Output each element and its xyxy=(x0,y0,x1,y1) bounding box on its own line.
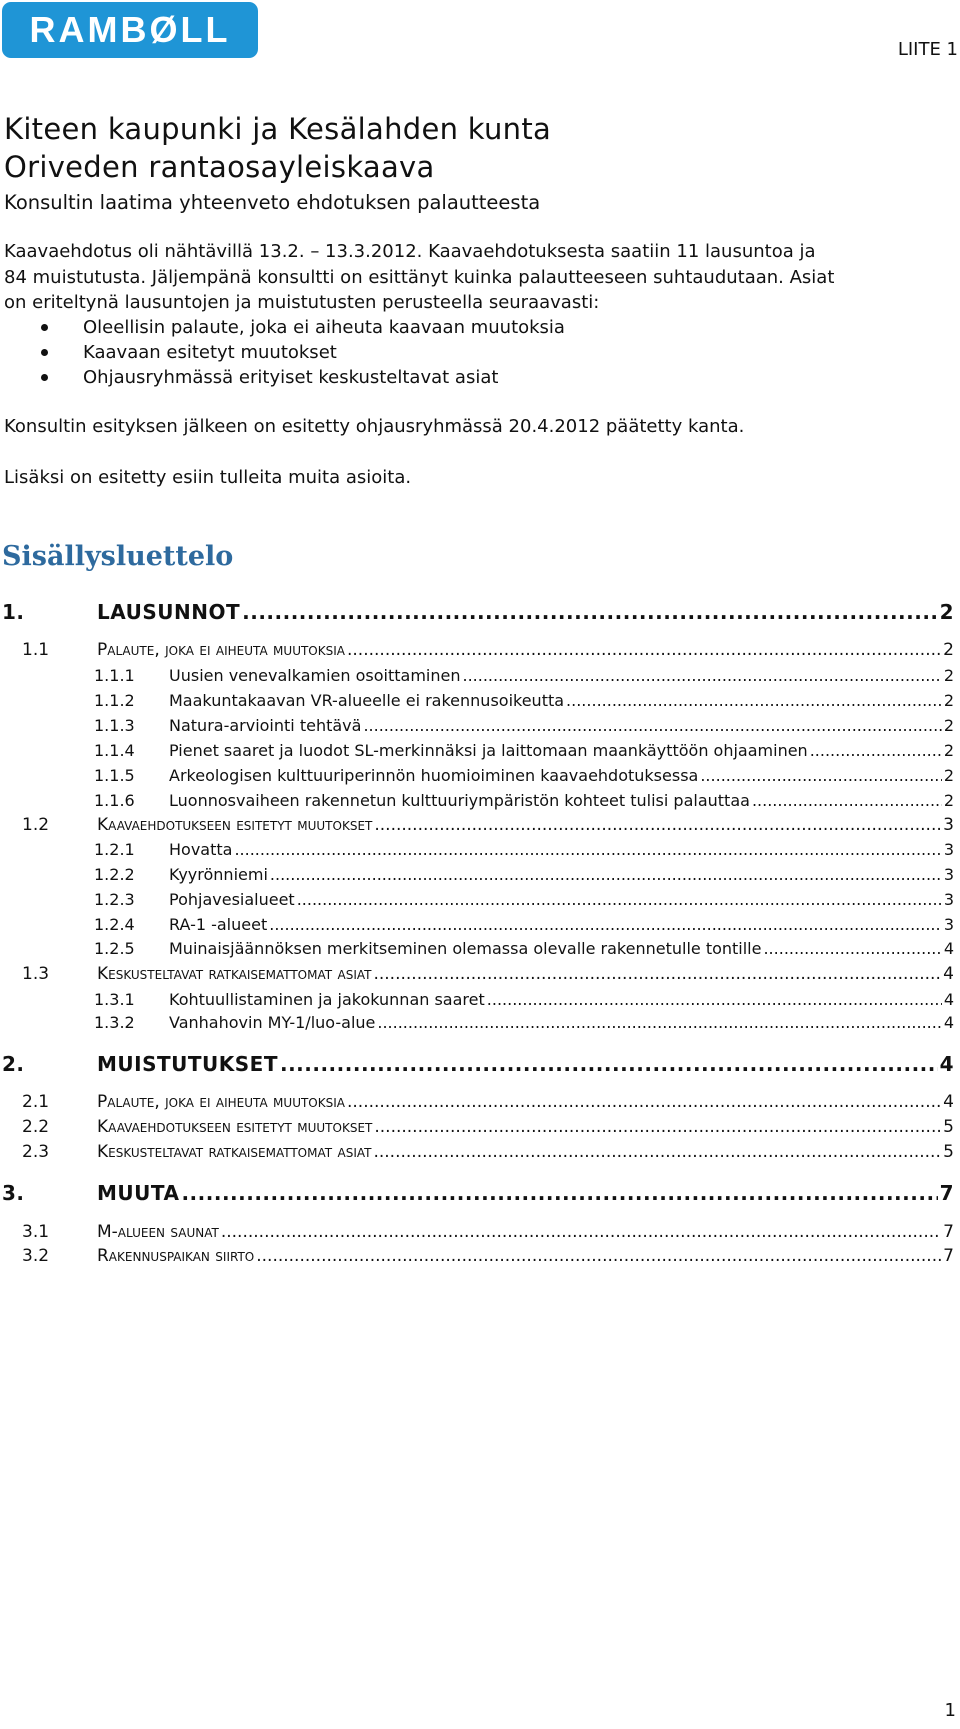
toc-leader-dots xyxy=(810,741,942,760)
toc-entry-page: 3 xyxy=(943,840,954,859)
toc-entry[interactable] xyxy=(94,890,954,909)
toc-entry-title: Kohtuullistaminen ja jakokunnan saaret xyxy=(169,990,485,1009)
toc-entry-page: 7 xyxy=(943,1222,954,1242)
toc-entry[interactable] xyxy=(94,716,954,735)
toc-entry-number: 1.2 xyxy=(22,815,50,835)
toc-entry-number: 1.1 xyxy=(22,640,50,660)
toc-entry-number: 1.1.1 xyxy=(94,666,135,685)
intro-paragraph-2: Konsultin esityksen jälkeen on esitetty ohjausryhmässä 20.4.2012 päätetty kanta. xyxy=(4,416,745,437)
toc-leader-dots xyxy=(487,990,942,1009)
toc-entry-page: 5 xyxy=(943,1117,954,1137)
toc-leader-dots xyxy=(280,1052,938,1076)
toc-entry[interactable] xyxy=(94,840,954,859)
intro-line-1: Kaavaehdotus oli nähtävillä 13.2. – 13.3.2012. Kaavaehdotuksesta saatiin 11 lausuntoa ja xyxy=(4,241,816,262)
toc-entry-page: 4 xyxy=(943,939,954,958)
toc-leader-dots xyxy=(242,600,937,624)
toc-leader-dots xyxy=(374,1117,941,1137)
bullet-item xyxy=(0,365,565,390)
toc-entry-title: Palaute, joka ei aiheuta muutoksia xyxy=(97,1092,345,1112)
intro-line-3: on eriteltynä lausuntojen ja muistutusten perusteella seuraavasti: xyxy=(4,292,600,313)
intro-paragraph-3: Lisäksi on esitetty esiin tulleita muita asioita. xyxy=(4,467,412,488)
toc-entry-title: Kaavaehdotukseen esitetyt muutokset xyxy=(97,815,373,835)
toc-entry-title: Kyyrönniemi xyxy=(169,865,268,884)
toc-entry-number: 1.3.1 xyxy=(94,990,135,1009)
toc-entry-title: RA-1 -alueet xyxy=(169,915,268,934)
toc-entry-title: MUISTUTUKSET xyxy=(97,1052,278,1076)
toc-entry-number: 1.2.1 xyxy=(94,840,135,859)
toc-entry[interactable] xyxy=(94,766,954,785)
toc-entry-number: 1.2.2 xyxy=(94,865,135,884)
toc-leader-dots xyxy=(462,666,941,685)
toc-entry[interactable] xyxy=(22,815,954,835)
toc-leader-dots xyxy=(347,640,941,660)
toc-entry-number: 2. xyxy=(2,1052,25,1076)
toc-entry-title: Maakuntakaavan VR-alueelle ei rakennusoikeutta xyxy=(169,691,565,710)
ramboll-logo xyxy=(2,2,258,58)
title-line-2: Oriveden rantaosayleiskaava xyxy=(4,150,435,184)
toc-entry-title: Arkeologisen kulttuuriperinnön huomioiminen kaavaehdotuksessa xyxy=(169,766,699,785)
intro-line-2: 84 muistutusta. Jäljempänä konsultti on esittänyt kuinka palautteeseen suhtaudutaan. Asiat xyxy=(4,267,835,288)
toc-entry-number: 1.2.4 xyxy=(94,915,135,934)
toc-entry-title: M-alueen saunat xyxy=(97,1222,219,1242)
toc-entry[interactable] xyxy=(22,1117,954,1137)
toc-entry-page: 2 xyxy=(943,640,954,660)
toc-leader-dots xyxy=(373,1142,941,1162)
bullet-dot-icon xyxy=(41,324,48,331)
toc-entry[interactable] xyxy=(94,691,954,710)
toc-entry[interactable] xyxy=(94,741,954,760)
toc-entry[interactable] xyxy=(94,990,954,1009)
toc-entry[interactable] xyxy=(22,640,954,660)
attachment-label: LIITE 1 xyxy=(897,39,958,60)
toc-leader-dots xyxy=(221,1222,941,1242)
toc-entry-number: 2.3 xyxy=(22,1142,50,1162)
toc-entry-title: Natura-arviointi tehtävä xyxy=(169,716,362,735)
bullet-list xyxy=(0,315,565,390)
toc-entry-page: 4 xyxy=(943,1013,954,1032)
toc-entry-number: 2.1 xyxy=(22,1092,50,1112)
bullet-dot-icon xyxy=(41,349,48,356)
toc-entry[interactable] xyxy=(2,1181,954,1205)
toc-entry-page: 2 xyxy=(943,791,954,810)
toc-entry[interactable] xyxy=(94,865,954,884)
toc-entry-page: 2 xyxy=(943,766,954,785)
toc-entry-number: 1.2.3 xyxy=(94,890,135,909)
toc-entry[interactable] xyxy=(94,939,954,958)
toc-entry-number: 2.2 xyxy=(22,1117,50,1137)
toc-entry-number: 3. xyxy=(2,1181,25,1205)
toc-leader-dots xyxy=(373,964,941,984)
toc-entry-title: Hovatta xyxy=(169,840,233,859)
toc-entry-title: Vanhahovin MY-1/luo-alue xyxy=(169,1013,376,1032)
toc-entry-page: 7 xyxy=(943,1246,954,1266)
toc-entry-title: MUUTA xyxy=(97,1181,180,1205)
toc-entry-number: 3.2 xyxy=(22,1246,50,1266)
bullet-dot-icon xyxy=(41,374,48,381)
toc-entry-page: 2 xyxy=(943,741,954,760)
title-line-1: Kiteen kaupunki ja Kesälahden kunta xyxy=(4,112,552,146)
toc-leader-dots xyxy=(763,939,941,958)
toc-entry-title: LAUSUNNOT xyxy=(97,600,241,624)
toc-leader-dots xyxy=(363,716,941,735)
toc-entry[interactable] xyxy=(22,1246,954,1266)
toc-leader-dots xyxy=(181,1181,937,1205)
toc-entry-title: Kaavaehdotukseen esitetyt muutokset xyxy=(97,1117,373,1137)
toc-entry-number: 1.2.5 xyxy=(94,939,135,958)
bullet-text: Ohjausryhmässä erityiset keskusteltavat asiat xyxy=(83,367,499,388)
toc-entry[interactable] xyxy=(22,1092,954,1112)
toc-entry-number: 1.1.5 xyxy=(94,766,135,785)
toc-entry-title: Luonnosvaiheen rakennetun kulttuuriympäristön kohteet tulisi palauttaa xyxy=(169,791,750,810)
toc-entry[interactable] xyxy=(2,1052,954,1076)
toc-leader-dots xyxy=(269,915,942,934)
toc-entry-number: 1.1.4 xyxy=(94,741,135,760)
toc-entry-number: 1.1.6 xyxy=(94,791,135,810)
toc-leader-dots xyxy=(374,815,941,835)
toc-entry-page: 5 xyxy=(943,1142,954,1162)
toc-entry[interactable] xyxy=(94,1013,954,1032)
toc-entry-page: 2 xyxy=(943,716,954,735)
toc-entry-title: Palaute, joka ei aiheuta muutoksia xyxy=(97,640,345,660)
toc-heading: Sisällysluettelo xyxy=(2,541,234,572)
logo-text: RAMBØLL xyxy=(29,9,231,50)
toc-entry-page: 4 xyxy=(943,964,954,984)
toc-entry-page: 3 xyxy=(943,865,954,884)
toc-entry-page: 4 xyxy=(943,990,954,1009)
toc-entry-page: 4 xyxy=(939,1052,954,1076)
toc-entry-title: Pienet saaret ja luodot SL-merkinnäksi ja laittomaan maankäyttöön ohjaaminen xyxy=(169,741,808,760)
toc-entry-page: 7 xyxy=(939,1181,954,1205)
toc-entry-page: 3 xyxy=(943,890,954,909)
toc-leader-dots xyxy=(377,1013,941,1032)
toc-entry-number: 1.3 xyxy=(22,964,50,984)
toc-leader-dots xyxy=(234,840,941,859)
toc-entry-title: Muinaisjäännöksen merkitseminen olemassa olevalle rakennetulle tontille xyxy=(169,939,762,958)
toc-entry[interactable] xyxy=(22,1142,954,1162)
bullet-text: Oleellisin palaute, joka ei aiheuta kaavaan muutoksia xyxy=(83,317,565,338)
toc-entry-page: 3 xyxy=(943,915,954,934)
toc-entry[interactable] xyxy=(94,915,954,934)
toc-entry-page: 2 xyxy=(943,691,954,710)
toc-entry-page: 3 xyxy=(943,815,954,835)
toc-entry-number: 1.1.2 xyxy=(94,691,135,710)
toc-entry-number: 1.1.3 xyxy=(94,716,135,735)
toc-leader-dots xyxy=(700,766,941,785)
toc-entry-number: 1. xyxy=(2,600,25,624)
toc-entry-title: Keskusteltavat ratkaisemattomat asiat xyxy=(97,964,372,984)
toc-leader-dots xyxy=(270,865,942,884)
toc-leader-dots xyxy=(256,1246,941,1266)
toc-entry[interactable] xyxy=(2,600,954,624)
toc-entry-title: Uusien venevalkamien osoittaminen xyxy=(169,666,461,685)
bullet-item xyxy=(0,340,565,365)
toc-entry-number: 1.3.2 xyxy=(94,1013,135,1032)
toc-entry-title: Rakennuspaikan siirto xyxy=(97,1246,255,1266)
page-number: 1 xyxy=(944,1700,956,1721)
toc-leader-dots xyxy=(566,691,942,710)
toc-entry-title: Keskusteltavat ratkaisemattomat asiat xyxy=(97,1142,372,1162)
toc-entry-page: 4 xyxy=(943,1092,954,1112)
toc-entry[interactable] xyxy=(22,1222,954,1242)
toc-entry[interactable] xyxy=(22,964,954,984)
subtitle: Konsultin laatima yhteenveto ehdotuksen palautteesta xyxy=(4,191,541,214)
bullet-item xyxy=(0,315,565,340)
toc-leader-dots xyxy=(297,890,942,909)
toc-leader-dots xyxy=(347,1092,941,1112)
toc-entry-page: 2 xyxy=(943,666,954,685)
toc-entry[interactable] xyxy=(94,666,954,685)
toc-entry-page: 2 xyxy=(939,600,954,624)
toc-entry-title: Pohjavesialueet xyxy=(169,890,295,909)
toc-entry[interactable] xyxy=(94,791,954,810)
bullet-text: Kaavaan esitetyt muutokset xyxy=(83,342,337,363)
toc-entry-number: 3.1 xyxy=(22,1222,50,1242)
toc-leader-dots xyxy=(752,791,942,810)
